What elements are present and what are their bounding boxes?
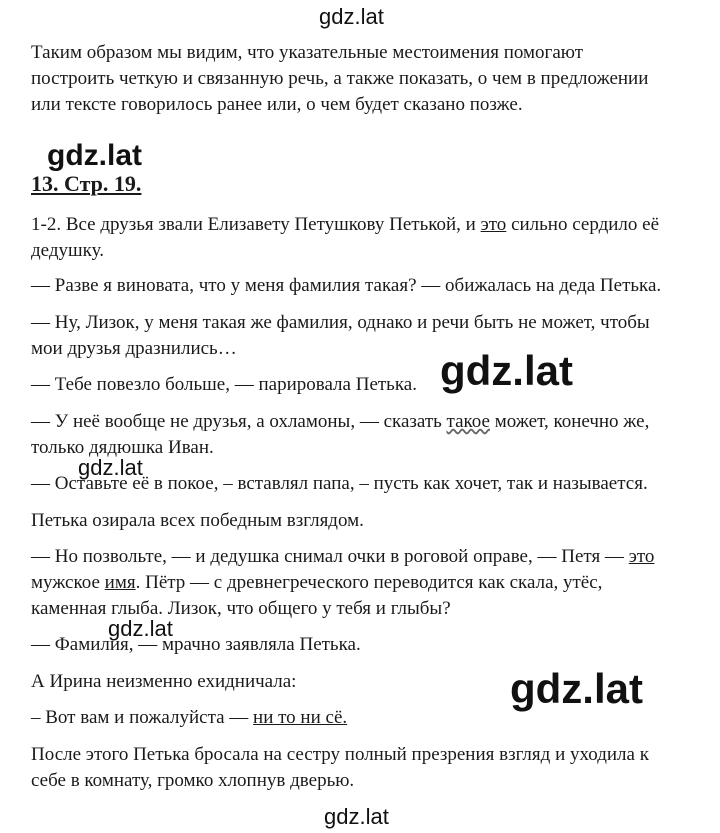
paragraph-6: — Оставьте её в покое, – вставлял папа, – пусть как хочет, так и называется.	[31, 473, 648, 494]
watermark-top: gdz.lat	[319, 4, 384, 29]
paragraph-8-line-1	[31, 545, 654, 569]
underlined-word: имя	[104, 572, 136, 593]
paragraph-10: А Ирина неизменно ехидничала:	[31, 671, 297, 692]
paragraph-5-line-2: только дядюшка Иван.	[31, 437, 214, 458]
text-span: – Вот вам и пожалуйста —	[31, 707, 254, 728]
paragraph-9: — Фамилия, — мрачно заявляла Петька.	[31, 634, 361, 655]
paragraph-1-line-1	[31, 213, 659, 237]
intro-line-2: построить четкую и связанную речь, а также показать, о чем в предложении	[31, 68, 649, 89]
paragraph-8-line-2	[31, 571, 602, 595]
paragraph-8-line-3: каменная глыба. Лизок, что общего у тебя и глыбы?	[31, 598, 451, 619]
paragraph-12-line-2: себе в комнату, громко хлопнув дверью.	[31, 770, 355, 791]
watermark-lower-right: gdz.lat	[510, 665, 643, 712]
watermark-bottom: gdz.lat	[324, 804, 389, 829]
watermark-left-small-2: gdz.lat	[108, 616, 173, 641]
watermark-mid-right: gdz.lat	[440, 347, 573, 394]
paragraph-2: — Разве я виновата, что у меня фамилия такая? — обижалась на деда Петька.	[31, 275, 662, 296]
text-span: — У неё вообще не друзья, а охламоны, — сказать	[31, 411, 447, 432]
text-span: 1-2. Все друзья звали Елизавету Петушкову Петькой, и	[31, 214, 481, 235]
paragraph-5-line-1	[31, 410, 649, 434]
underlined-word: это	[628, 546, 655, 567]
section-heading: 13. Стр. 19.	[31, 171, 142, 196]
text-span: может, конечно же,	[489, 411, 650, 432]
text-span: — Но позвольте, — и дедушка снимал очки в роговой оправе, — Петя —	[31, 546, 629, 567]
watermark-left-small-1: gdz.lat	[78, 455, 143, 480]
paragraph-12-line-1: После этого Петька бросала на сестру полный презрения взгляд и уходила к	[31, 744, 649, 765]
watermark-heading-overlay: gdz.lat	[47, 139, 142, 172]
paragraph-4: — Тебе повезло больше, — парировала Петька.	[31, 374, 417, 395]
intro-line-1: Таким образом мы видим, что указательные местоимения помогают	[31, 42, 584, 63]
paragraph-3-line-1: — Ну, Лизок, у меня такая же фамилия, однако и речи быть не может, чтобы	[31, 312, 650, 333]
underlined-word: это	[480, 214, 507, 235]
underlined-word: ни то ни сё.	[253, 707, 348, 728]
underlined-word: такое	[446, 411, 490, 432]
text-span: сильно сердило её	[506, 214, 660, 235]
paragraph-1-line-2: дедушку.	[31, 240, 104, 261]
paragraph-3-line-2: мои друзья дразнились…	[31, 338, 237, 359]
intro-line-3: или тексте говорилось ранее или, о чем будет сказано позже.	[31, 94, 523, 115]
paragraph-11	[31, 706, 347, 730]
paragraph-7: Петька озирала всех победным взглядом.	[31, 510, 364, 531]
text-span: . Пётр — с древнегреческого переводится как скала, утёс,	[135, 572, 603, 593]
text-span: мужское	[31, 572, 105, 593]
